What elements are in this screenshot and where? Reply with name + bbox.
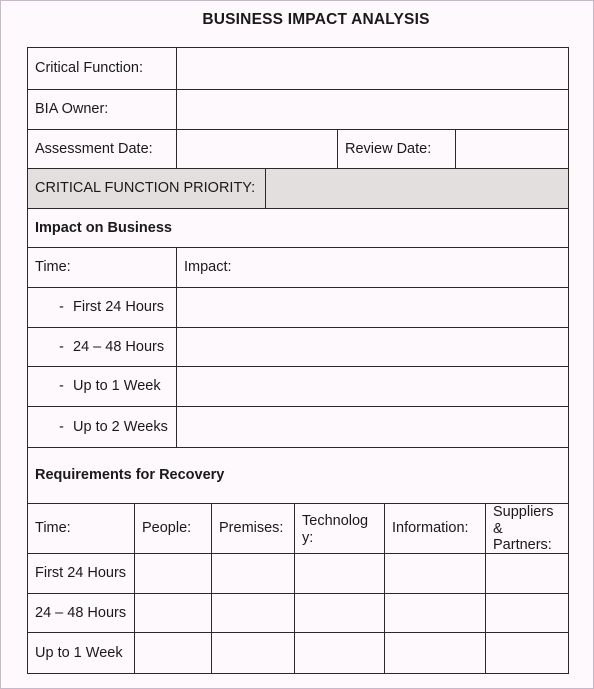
recovery-cell[interactable] [385, 554, 485, 593]
impact-field[interactable] [177, 367, 568, 406]
recovery-col-premises: Premises: [219, 520, 284, 537]
recovery-row-label: 24 – 48 Hours [35, 604, 127, 621]
bia-owner-field[interactable] [177, 90, 568, 129]
recovery-cell[interactable] [295, 633, 384, 673]
priority-field[interactable] [266, 169, 568, 208]
recovery-cell[interactable] [135, 554, 211, 593]
recovery-cell[interactable] [486, 633, 568, 673]
impact-row-label: - Up to 1 Week [59, 378, 161, 395]
recovery-col-time: Time: [35, 520, 71, 537]
recovery-col-people: People: [142, 520, 192, 537]
impact-row-label: - 24 – 48 Hours [59, 338, 165, 355]
priority-label: CRITICAL FUNCTION PRIORITY: [28, 169, 265, 208]
recovery-cell[interactable] [135, 633, 211, 673]
recovery-cell[interactable] [385, 594, 485, 632]
impact-time-label: Time: [35, 259, 71, 276]
impact-label: Impact: [184, 259, 232, 276]
impact-field[interactable] [177, 407, 568, 447]
recovery-cell[interactable] [212, 633, 294, 673]
recovery-col-information: Information: [392, 520, 469, 537]
recovery-cell[interactable] [486, 594, 568, 632]
impact-row-label: - First 24 Hours [59, 299, 165, 316]
table-border-right [568, 47, 569, 674]
recovery-cell[interactable] [295, 554, 384, 593]
recovery-col-suppliers: Suppliers & Partners: [493, 504, 554, 553]
recovery-cell[interactable] [486, 554, 568, 593]
assessment-date-field[interactable] [177, 130, 337, 168]
impact-field[interactable] [177, 328, 568, 366]
review-date-label: Review Date: [345, 140, 432, 157]
document-title: BUSINESS IMPACT ANALYSIS [202, 11, 430, 28]
recovery-cell[interactable] [212, 554, 294, 593]
recovery-cell[interactable] [212, 594, 294, 632]
review-date-field[interactable] [456, 130, 568, 168]
critical-function-field[interactable] [177, 48, 568, 89]
recovery-heading: Requirements for Recovery [35, 467, 225, 484]
row-line [27, 673, 569, 674]
recovery-row-label: First 24 Hours [35, 565, 127, 582]
impact-field[interactable] [177, 288, 568, 327]
recovery-row-label: Up to 1 Week [35, 644, 123, 661]
recovery-cell[interactable] [135, 594, 211, 632]
bia-owner-label: BIA Owner: [35, 101, 109, 118]
impact-heading: Impact on Business [35, 219, 172, 236]
impact-row-label: - Up to 2 Weeks [59, 418, 168, 435]
recovery-cell[interactable] [295, 594, 384, 632]
recovery-col-technology: Technolog y: [302, 513, 369, 546]
recovery-cell[interactable] [385, 633, 485, 673]
assessment-date-label: Assessment Date: [35, 140, 153, 157]
critical-function-label: Critical Function: [35, 60, 143, 77]
